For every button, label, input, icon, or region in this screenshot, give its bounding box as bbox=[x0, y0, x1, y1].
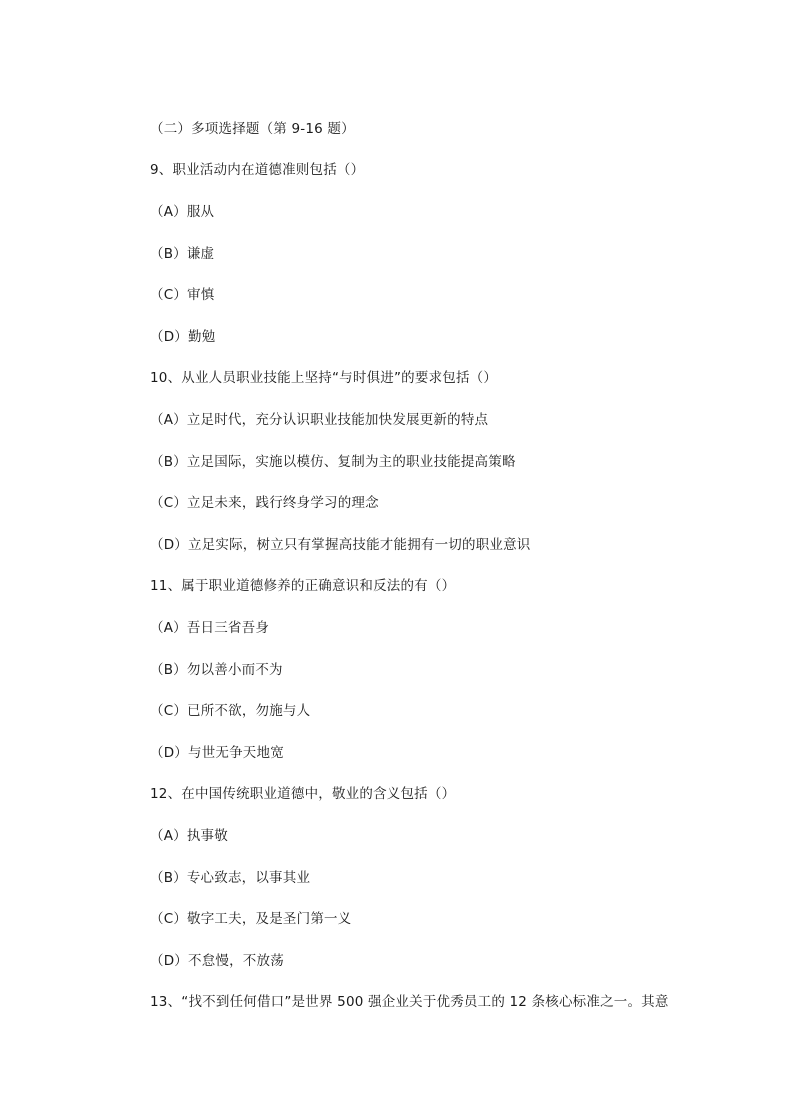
question-11-option-d: （D）与世无争天地宽 bbox=[150, 745, 284, 761]
question-11-option-a: （A）吾日三省吾身 bbox=[150, 620, 270, 636]
question-10-option-a: （A）立足时代，充分认识职业技能加快发展更新的特点 bbox=[150, 412, 489, 428]
question-12-option-b: （B）专心致志，以事其业 bbox=[150, 870, 311, 886]
question-10-option-b: （B）立足国际，实施以模仿、复制为主的职业技能提高策略 bbox=[150, 454, 516, 470]
question-12-option-a: （A）执事敬 bbox=[150, 828, 228, 844]
question-10-stem: 10、从业人员职业技能上坚持“与时俱进”的要求包括（） bbox=[150, 370, 498, 386]
section-title: （二）多项选择题（第 9-16 题） bbox=[150, 121, 355, 137]
question-9-option-d: （D）勤勉 bbox=[150, 329, 216, 345]
question-11-option-c: （C）已所不欲，勿施与人 bbox=[150, 703, 311, 719]
question-11-option-b: （B）勿以善小而不为 bbox=[150, 662, 283, 678]
question-12-option-d: （D）不怠慢，不放荡 bbox=[150, 953, 284, 969]
question-10-option-d: （D）立足实际，树立只有掌握高技能才能拥有一切的职业意识 bbox=[150, 537, 531, 553]
question-9-option-b: （B）谦虚 bbox=[150, 246, 215, 262]
question-13-stem: 13、“找不到任何借口”是世界 500 强企业关于优秀员工的 12 条核心标准之一。其意 bbox=[150, 994, 669, 1010]
question-10-option-c: （C）立足未来，践行终身学习的理念 bbox=[150, 495, 379, 511]
question-11-stem: 11、属于职业道德修养的正确意识和反法的有（） bbox=[150, 578, 456, 594]
question-9-option-a: （A）服从 bbox=[150, 204, 215, 220]
question-9-stem: 9、职业活动内在道德准则包括（） bbox=[150, 162, 365, 178]
question-9-option-c: （C）审慎 bbox=[150, 287, 215, 303]
question-12-option-c: （C）敬字工夫，及是圣门第一义 bbox=[150, 911, 352, 927]
question-12-stem: 12、在中国传统职业道德中，敬业的含义包括（） bbox=[150, 786, 456, 802]
